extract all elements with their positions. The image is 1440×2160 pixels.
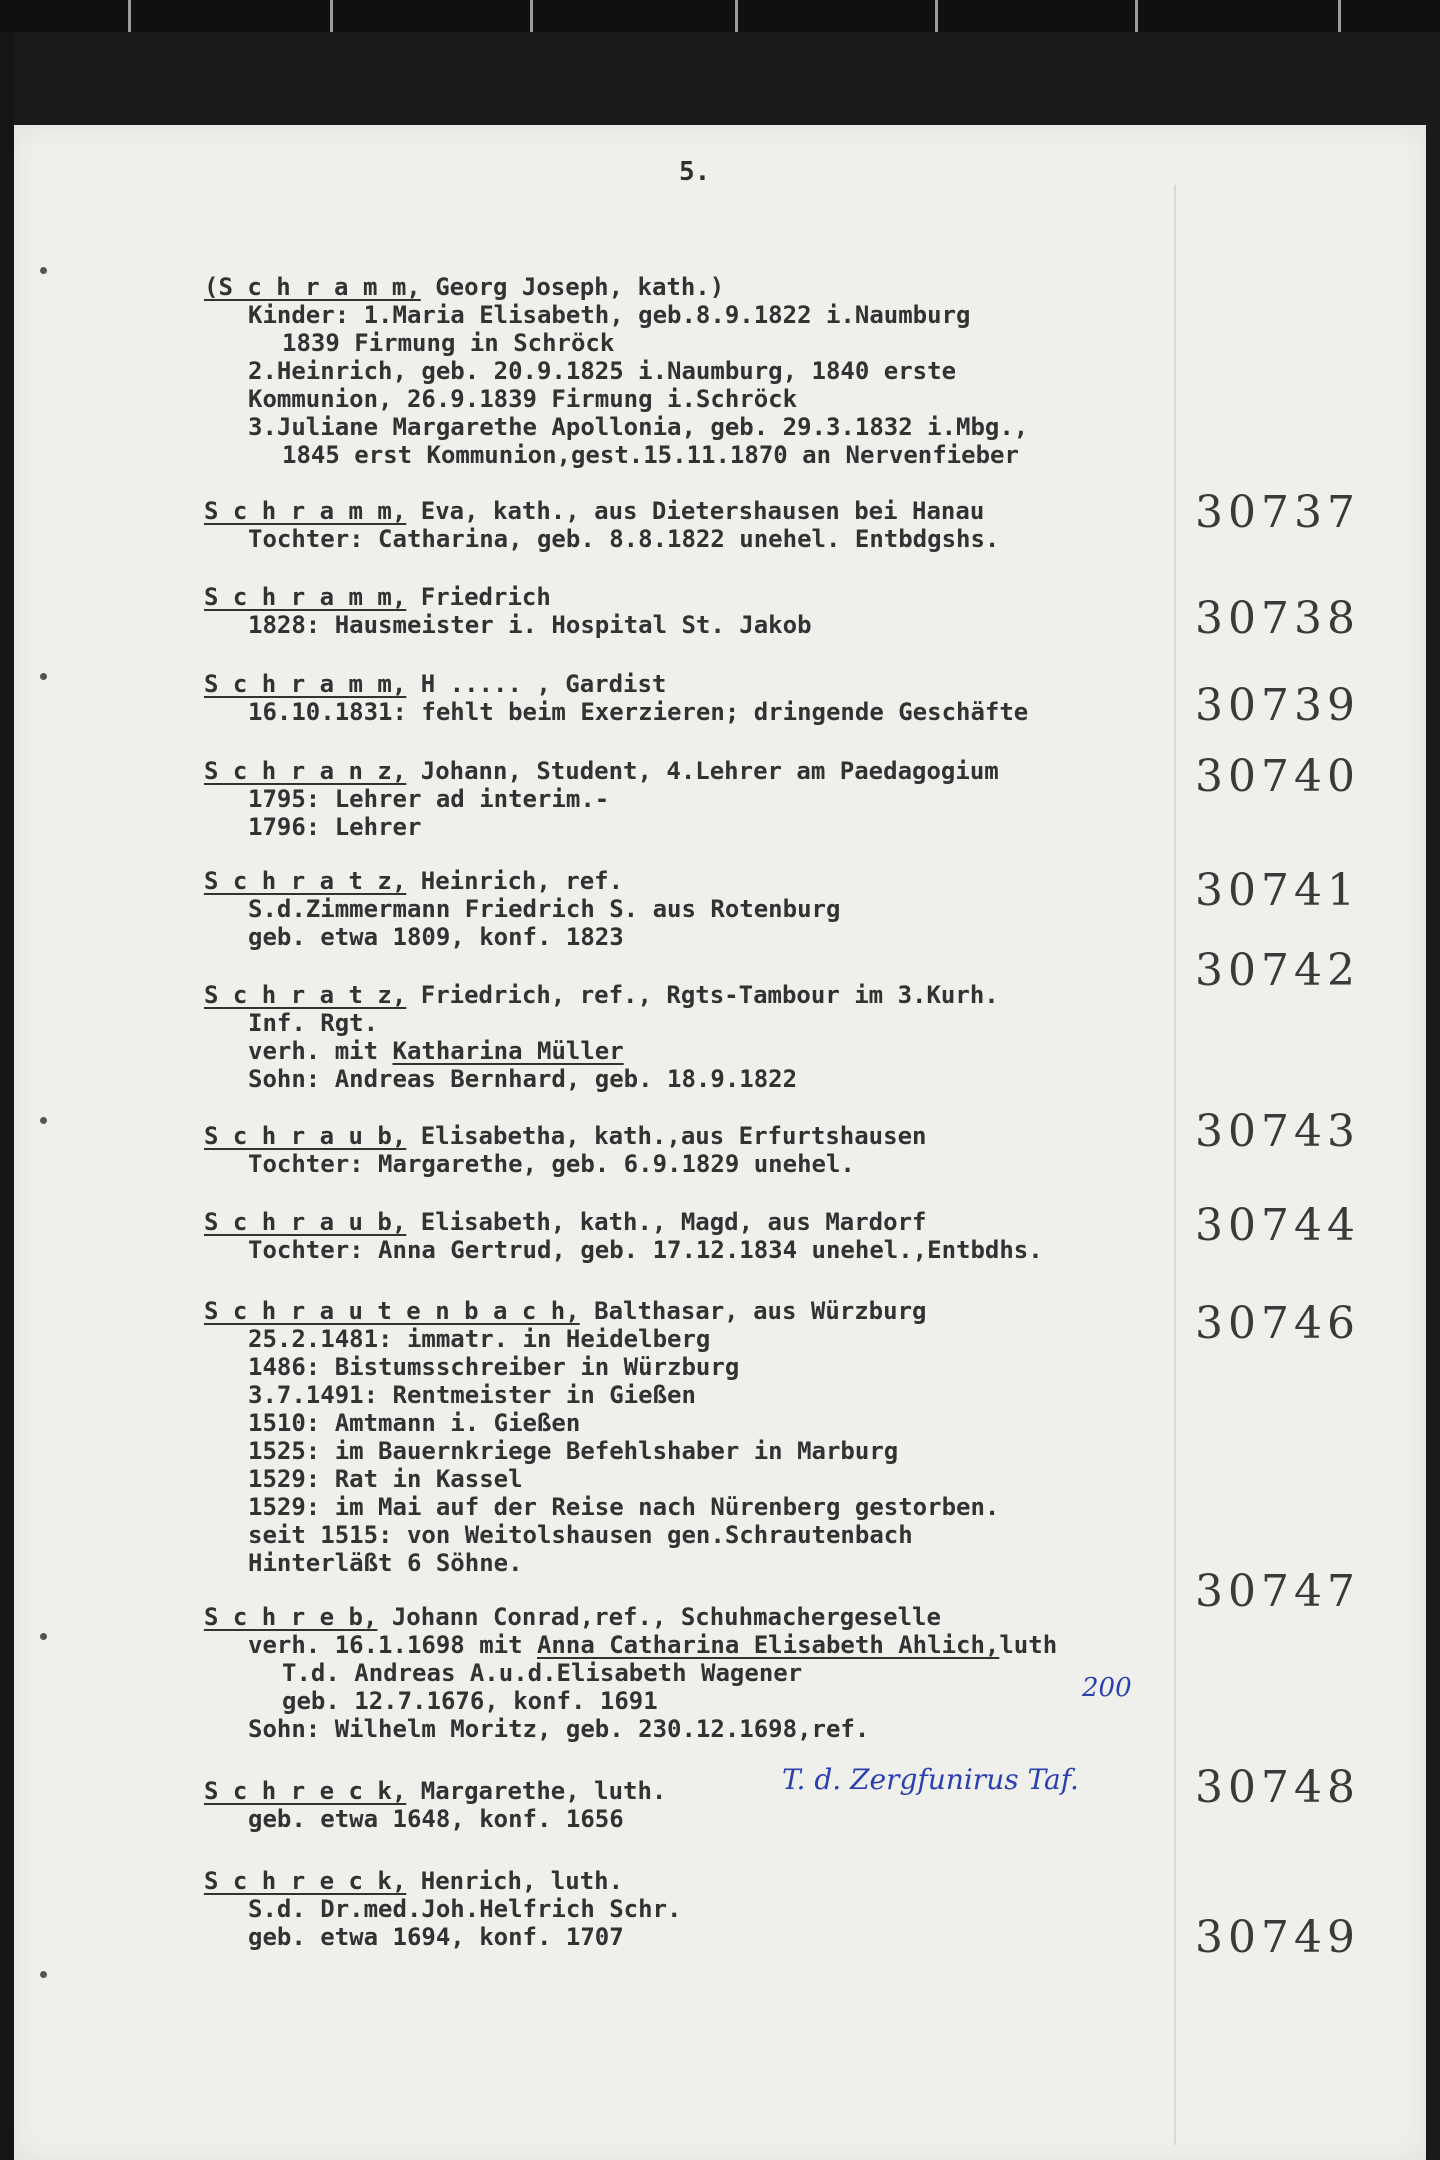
entry-detail-line xyxy=(204,1805,1224,1833)
entry-block xyxy=(204,1208,1224,1264)
line-text: 2.Heinrich, geb. 20.9.1825 i.Naumburg, 1840 erste xyxy=(248,357,957,385)
record-number: 30749 xyxy=(1195,1912,1360,1963)
punch-hole xyxy=(40,267,47,274)
entry-block xyxy=(204,757,1224,841)
record-number: 30743 xyxy=(1195,1106,1360,1157)
line-text: T.d. Andreas A.u.d.Elisabeth Wagener xyxy=(282,1659,803,1687)
line-text: Sohn: Andreas Bernhard, geb. 18.9.1822 xyxy=(248,1065,798,1093)
entry-detail-line xyxy=(204,1009,1224,1037)
entry-detail-line xyxy=(204,357,1224,385)
entry-detail-line xyxy=(204,1687,1224,1715)
underlined-name: Anna Catharina Elisabeth Ahlich, xyxy=(536,1631,1000,1659)
entry-block xyxy=(204,981,1224,1093)
entry-detail-line xyxy=(204,1150,1224,1178)
entry-block xyxy=(204,273,1224,469)
line-text: seit 1515: von Weitolshausen gen.Schrautenbach xyxy=(248,1521,913,1549)
line-text: 1845 erst Kommunion,gest.15.11.1870 an Nervenfieber xyxy=(282,441,1019,469)
entry-detail-line xyxy=(204,611,1224,639)
film-notch xyxy=(1338,0,1341,32)
film-notch xyxy=(735,0,738,32)
line-text: Georg Joseph, kath.) xyxy=(420,273,725,301)
punch-hole xyxy=(40,673,47,680)
entry-detail-line xyxy=(204,923,1224,951)
line-text: Inf. Rgt. xyxy=(248,1009,379,1037)
record-number: 30742 xyxy=(1195,945,1360,996)
entry-block xyxy=(204,497,1224,553)
surname-underlined: S c h r a m m, xyxy=(204,497,407,525)
record-number: 30744 xyxy=(1195,1200,1360,1251)
surname-underlined: S c h r e c k, xyxy=(204,1867,407,1895)
line-text: H ..... , Gardist xyxy=(406,670,667,698)
entry-heading-line xyxy=(204,273,1224,301)
entry-detail-line xyxy=(204,441,1224,469)
entry-heading-line xyxy=(204,670,1224,698)
surname-underlined: S c h r a m m, xyxy=(204,670,407,698)
line-text: 1796: Lehrer xyxy=(248,813,422,841)
film-notch xyxy=(935,0,938,32)
line-text: verh. 16.1.1698 mit xyxy=(248,1631,537,1659)
record-number: 30737 xyxy=(1195,487,1360,538)
entry-detail-line xyxy=(204,1493,1224,1521)
entry-detail-line xyxy=(204,1659,1224,1687)
line-text: Tochter: Catharina, geb. 8.8.1822 unehel. Entbdgshs. xyxy=(248,525,1000,553)
index-card-page xyxy=(14,125,1426,2160)
film-notch xyxy=(1135,0,1138,32)
entry-detail-line xyxy=(204,698,1224,726)
entry-heading-line xyxy=(204,497,1224,525)
line-text: verh. mit xyxy=(248,1037,393,1065)
underlined-name: Katharina Müller xyxy=(392,1037,624,1065)
entry-detail-line xyxy=(204,525,1224,553)
entry-heading-line xyxy=(204,1122,1224,1150)
line-text: Kinder: 1.Maria Elisabeth, geb.8.9.1822 i.Naumburg xyxy=(248,301,971,329)
entry-heading-line xyxy=(204,1867,1224,1895)
line-text: Margarethe, luth. xyxy=(406,1777,667,1805)
film-notch xyxy=(330,0,333,32)
line-text: Johann, Student, 4.Lehrer am Paedagogium xyxy=(406,757,999,785)
line-text: 1486: Bistumsschreiber in Würzburg xyxy=(248,1353,740,1381)
line-text: 25.2.1481: immatr. in Heidelberg xyxy=(248,1325,711,1353)
record-number: 30740 xyxy=(1195,751,1360,802)
record-number: 30738 xyxy=(1195,593,1360,644)
line-text: 1529: Rat in Kassel xyxy=(248,1465,523,1493)
entry-detail-line xyxy=(204,1465,1224,1493)
line-text: 1828: Hausmeister i. Hospital St. Jakob xyxy=(248,611,812,639)
line-text: Tochter: Margarethe, geb. 6.9.1829 unehel. xyxy=(248,1150,855,1178)
entry-heading-line xyxy=(204,757,1224,785)
line-text: luth xyxy=(999,1631,1058,1659)
line-text: Eva, kath., aus Dietershausen bei Hanau xyxy=(406,497,985,525)
entry-heading-line xyxy=(204,583,1224,611)
surname-underlined: (S c h r a m m, xyxy=(204,273,421,301)
entry-block xyxy=(204,867,1224,951)
record-number: 30746 xyxy=(1195,1298,1360,1349)
entry-block xyxy=(204,1603,1224,1743)
line-text: 1510: Amtmann i. Gießen xyxy=(248,1409,581,1437)
line-text: Elisabeth, kath., Magd, aus Mardorf xyxy=(406,1208,927,1236)
entry-detail-line xyxy=(204,1549,1224,1577)
line-text: S.d. Dr.med.Joh.Helfrich Schr. xyxy=(248,1895,682,1923)
handwritten-note: T. d. Zergfunirus Taf. xyxy=(782,1763,1079,1796)
entry-heading-line xyxy=(204,1603,1224,1631)
line-text: Friedrich, ref., Rgts-Tambour im 3.Kurh. xyxy=(406,981,999,1009)
entry-detail-line xyxy=(204,1353,1224,1381)
line-text: 3.7.1491: Rentmeister in Gießen xyxy=(248,1381,696,1409)
entry-heading-line xyxy=(204,1297,1224,1325)
record-number: 30741 xyxy=(1195,865,1360,916)
line-text: Hinterläßt 6 Söhne. xyxy=(248,1549,523,1577)
entry-detail-line xyxy=(204,1521,1224,1549)
record-number: 30747 xyxy=(1195,1566,1360,1617)
surname-underlined: S c h r a n z, xyxy=(204,757,407,785)
line-text: Friedrich xyxy=(406,583,551,611)
line-text: geb. etwa 1809, konf. 1823 xyxy=(248,923,624,951)
entry-detail-line xyxy=(204,301,1224,329)
entry-detail-line xyxy=(204,1037,1224,1065)
page-number: 5. xyxy=(679,157,711,187)
entry-heading-line xyxy=(204,981,1224,1009)
surname-underlined: S c h r a m m, xyxy=(204,583,407,611)
surname-underlined: S c h r a t z, xyxy=(204,981,407,1009)
entry-block xyxy=(204,670,1224,726)
line-text: geb. etwa 1694, konf. 1707 xyxy=(248,1923,624,1951)
entry-detail-line xyxy=(204,1895,1224,1923)
entry-block xyxy=(204,583,1224,639)
entry-detail-line xyxy=(204,1409,1224,1437)
line-text: 1839 Firmung in Schröck xyxy=(282,329,615,357)
line-text: Henrich, luth. xyxy=(406,1867,624,1895)
line-text: 1795: Lehrer ad interim.- xyxy=(248,785,610,813)
film-notch xyxy=(530,0,533,32)
punch-hole xyxy=(40,1633,47,1640)
entry-block xyxy=(204,1297,1224,1577)
line-text: 1529: im Mai auf der Reise nach Nürenberg gestorben. xyxy=(248,1493,1000,1521)
line-text: Sohn: Wilhelm Moritz, geb. 230.12.1698,ref. xyxy=(248,1715,870,1743)
punch-hole xyxy=(40,1117,47,1124)
film-notch xyxy=(128,0,131,32)
line-text: Johann Conrad,ref., Schuhmachergeselle xyxy=(377,1603,941,1631)
entry-heading-line xyxy=(204,867,1224,895)
entry-detail-line xyxy=(204,1325,1224,1353)
surname-underlined: S c h r a u t e n b a c h, xyxy=(204,1297,580,1325)
entry-detail-line xyxy=(204,1236,1224,1264)
entry-detail-line xyxy=(204,1631,1224,1659)
entry-detail-line xyxy=(204,813,1224,841)
surname-underlined: S c h r a t z, xyxy=(204,867,407,895)
film-top-strip xyxy=(0,0,1440,32)
entry-detail-line xyxy=(204,1381,1224,1409)
surname-underlined: S c h r a u b, xyxy=(204,1122,407,1150)
entry-detail-line xyxy=(204,385,1224,413)
surname-underlined: S c h r e b, xyxy=(204,1603,378,1631)
entry-detail-line xyxy=(204,1715,1224,1743)
entry-detail-line xyxy=(204,895,1224,923)
surname-underlined: S c h r a u b, xyxy=(204,1208,407,1236)
entry-block xyxy=(204,1122,1224,1178)
line-text: 16.10.1831: fehlt beim Exerzieren; dringende Geschäfte xyxy=(248,698,1029,726)
line-text: 1525: im Bauernkriege Befehlshaber in Marburg xyxy=(248,1437,899,1465)
entry-detail-line xyxy=(204,1437,1224,1465)
line-text: Balthasar, aus Würzburg xyxy=(579,1297,927,1325)
line-text: Heinrich, ref. xyxy=(406,867,624,895)
line-text: 3.Juliane Margarethe Apollonia, geb. 29.3.1832 i.Mbg., xyxy=(248,413,1029,441)
punch-hole xyxy=(40,1971,47,1978)
entry-block xyxy=(204,1867,1224,1951)
entry-detail-line xyxy=(204,413,1224,441)
record-number: 30748 xyxy=(1195,1762,1360,1813)
film-left-edge xyxy=(0,32,14,2160)
line-text: Kommunion, 26.9.1839 Firmung i.Schröck xyxy=(248,385,798,413)
line-text: geb. 12.7.1676, konf. 1691 xyxy=(282,1687,658,1715)
line-text: Tochter: Anna Gertrud, geb. 17.12.1834 unehel.,Entbdhs. xyxy=(248,1236,1043,1264)
entry-detail-line xyxy=(204,1065,1224,1093)
entry-detail-line xyxy=(204,1923,1224,1951)
entry-heading-line xyxy=(204,1208,1224,1236)
entry-detail-line xyxy=(204,329,1224,357)
line-text: Elisabetha, kath.,aus Erfurtshausen xyxy=(406,1122,927,1150)
surname-underlined: S c h r e c k, xyxy=(204,1777,407,1805)
line-text: S.d.Zimmermann Friedrich S. aus Rotenburg xyxy=(248,895,841,923)
entry-detail-line xyxy=(204,785,1224,813)
record-number: 30739 xyxy=(1195,680,1360,731)
handwritten-mark-200: 200 xyxy=(1082,1673,1132,1703)
line-text: geb. etwa 1648, konf. 1656 xyxy=(248,1805,624,1833)
